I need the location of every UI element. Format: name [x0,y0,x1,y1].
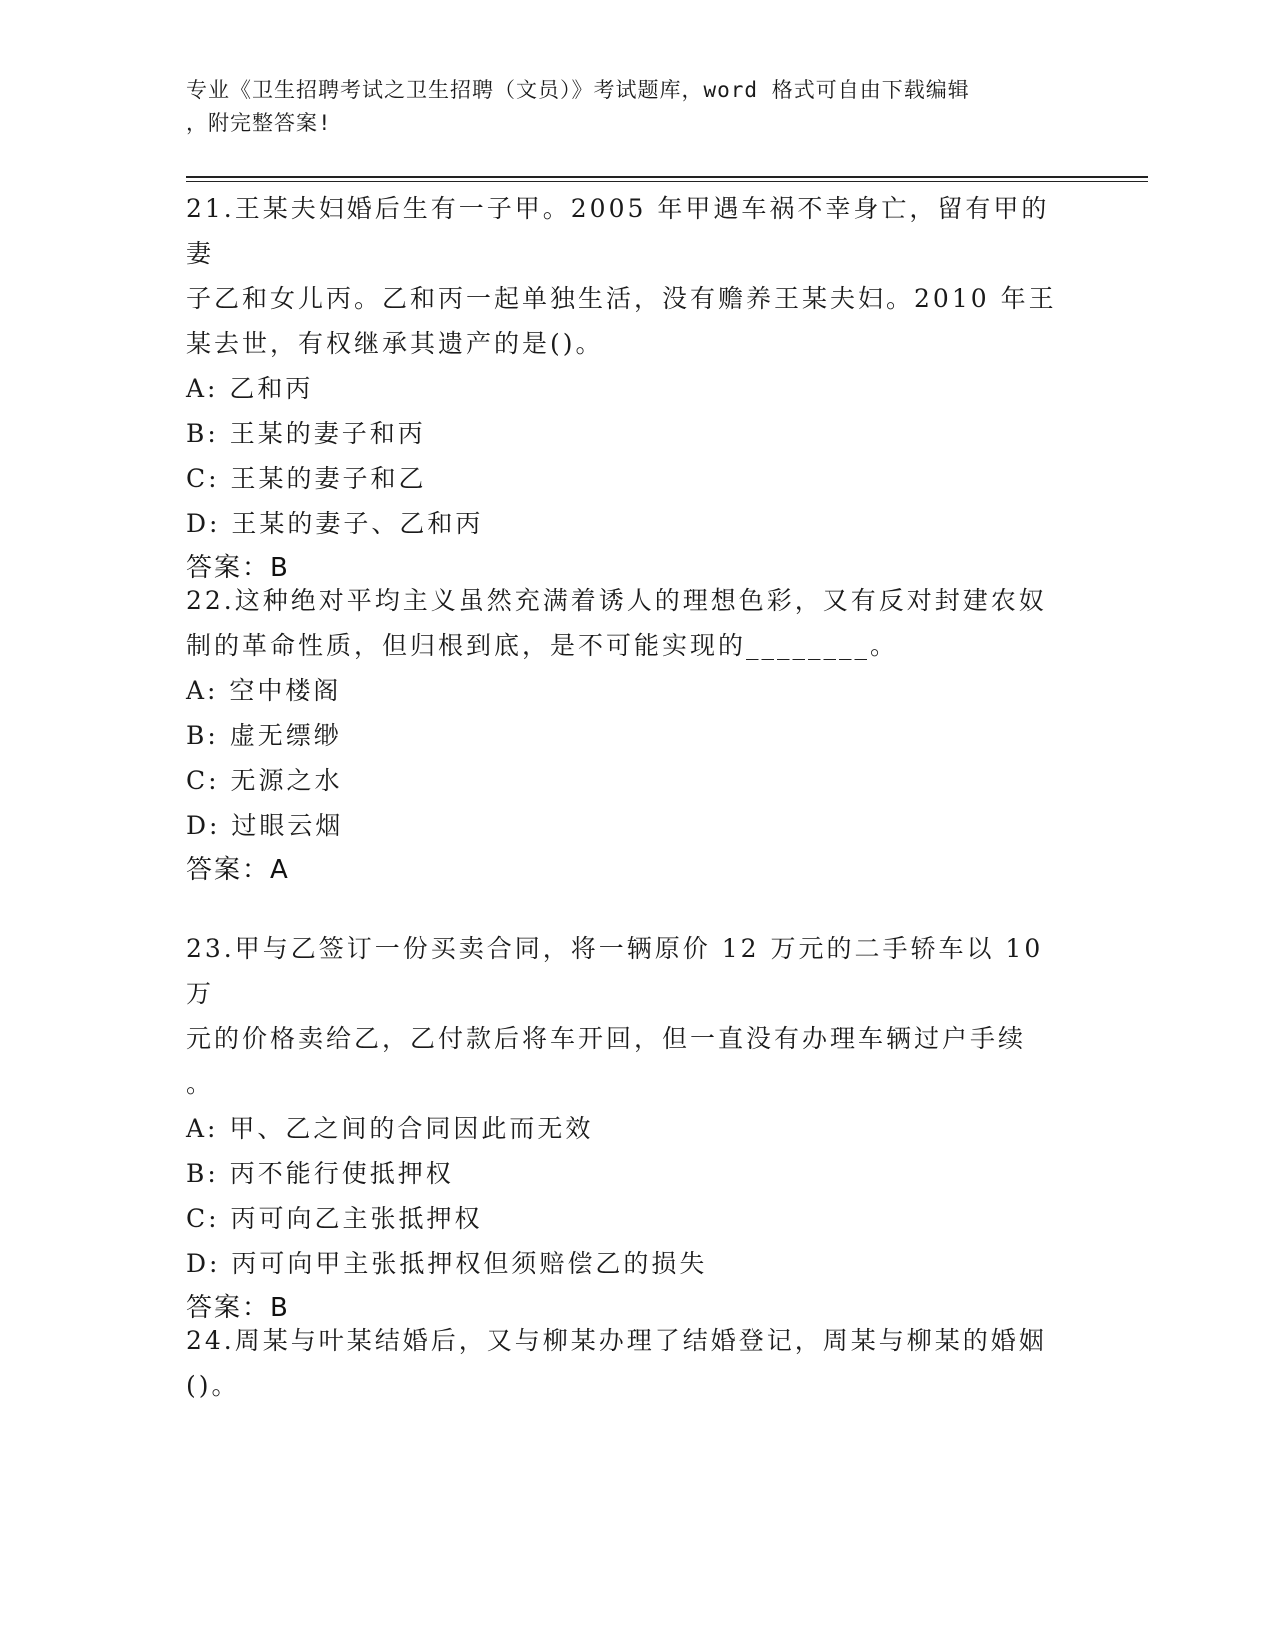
option-b: B: 丙不能行使抵押权 [186,1159,454,1188]
question-22 [186,578,1066,893]
question-stem-line: 24.周某与叶某结婚后，又与柳某办理了结婚登记，周某与柳某的婚姻 [186,1326,1047,1355]
question-stem-line: 制的革命性质，但归根到底，是不可能实现的________。 [186,631,899,660]
option-a: A: 空中楼阁 [186,676,342,705]
option-c: C: 丙可向乙主张抵押权 [186,1204,483,1233]
option-c: C: 无源之水 [186,766,343,795]
question-stem-line: 某去世，有权继承其遗产的是()。 [186,329,604,358]
option-d: D: 王某的妻子、乙和丙 [186,509,484,538]
question-24 [186,1318,1066,1408]
question-stem-line: 23.甲与乙签订一份买卖合同，将一辆原价 12 万元的二手轿车以 10 万 [186,934,1044,1008]
question-stem-line: ()。 [186,1371,240,1400]
header-divider-thin [186,181,1148,182]
question-23 [186,926,1066,1331]
header-divider-thick [186,176,1148,178]
question-stem-line: 21.王某夫妇婚后生有一子甲。2005 年甲遇车祸不幸身亡，留有甲的妻 [186,194,1050,268]
document-header [186,74,1066,140]
option-c: C: 王某的妻子和乙 [186,464,427,493]
question-stem-line: 元的价格卖给乙，乙付款后将车开回，但一直没有办理车辆过户手续 [186,1024,1027,1053]
option-a: A: 乙和丙 [186,374,314,403]
option-b: B: 虚无缥缈 [186,721,342,750]
answer-label: 答案：A [186,855,290,885]
option-a: A: 甲、乙之间的合同因此而无效 [186,1114,594,1143]
question-stem-line: 22.这种绝对平均主义虽然充满着诱人的理想色彩，又有反对封建农奴 [186,586,1047,615]
header-line-1: 专业《卫生招聘考试之卫生招聘（文员）》考试题库，word 格式可自由下载编辑 [186,78,970,102]
answer-label: 答案：B [186,553,290,583]
question-21 [186,186,1066,591]
option-d: D: 丙可向甲主张抵押权但须赔偿乙的损失 [186,1249,708,1278]
question-stem-line: 子乙和女儿丙。乙和丙一起单独生活，没有赡养王某夫妇。2010 年王 [186,284,1057,313]
option-d: D: 过眼云烟 [186,811,344,840]
option-b: B: 王某的妻子和丙 [186,419,426,448]
answer-label: 答案：B [186,1293,290,1323]
header-line-2: ，附完整答案! [186,111,332,135]
question-stem-line: 。 [186,1069,215,1098]
